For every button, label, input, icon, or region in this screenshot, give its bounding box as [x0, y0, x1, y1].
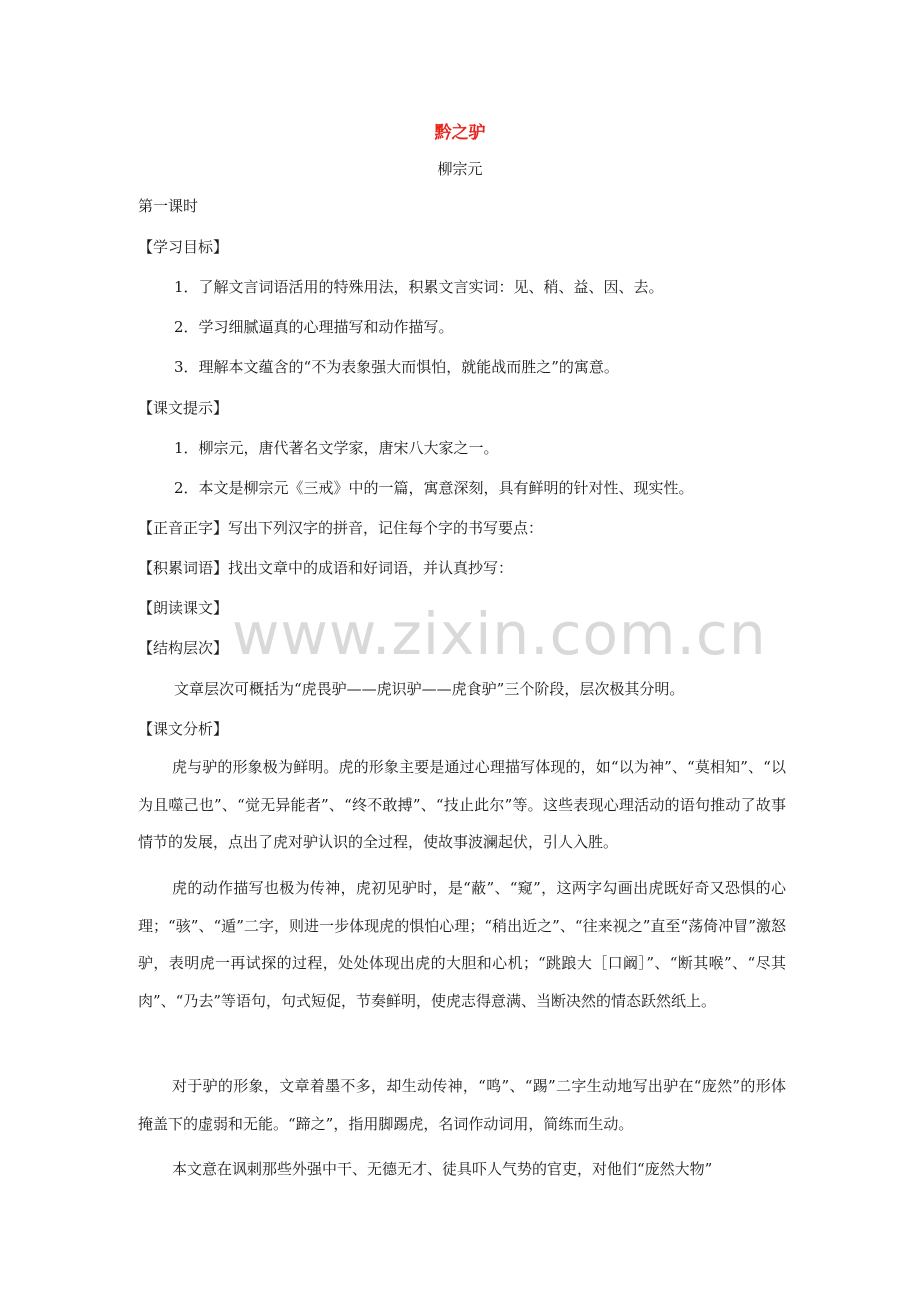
- goal-item: 2．学习细腻逼真的心理描写和动作描写。: [174, 318, 454, 336]
- reading-heading: 【朗读课文】: [138, 599, 229, 617]
- watermark: www.zixin.com.cn: [232, 600, 767, 668]
- analysis-paragraph: 虎与驴的形象极为鲜明。虎的形象主要是通过心理描写体现的，如“以为神”、“莫相知”、“以为且噬己也”、“觉无异能者”、“终不敢搏”、“技止此尔”等。这些表现心理活动的语句推动了故事情节的发展，点出了虎对驴认识的全过程，使故事波澜起伏，引人入胜。: [138, 758, 786, 851]
- goal-item: 3．理解本文蕴含的“不为表象强大而惧怕，就能战而胜之”的寓意。: [174, 358, 619, 376]
- structure-text: 文章层次可概括为“虎畏驴——虎识驴——虎食驴”三个阶段，层次极其分明。: [174, 680, 685, 698]
- lesson-label: 第一课时: [138, 197, 199, 215]
- goals-heading: 【学习目标】: [138, 238, 229, 256]
- hint-item: 2．本文是柳宗元《三戒》中的一篇，寓意深刻，具有鲜明的针对性、现实性。: [174, 479, 694, 497]
- pronunciation-section: 【正音正字】写出下列汉字的拼音，记住每个字的书写要点：: [138, 519, 544, 537]
- vocabulary-section: 【积累词语】找出文章中的成语和好词语，并认真抄写：: [138, 559, 514, 577]
- goal-item: 1．了解文言词语活用的特殊用法，积累文言实词：见、稍、益、因、去。: [174, 278, 664, 296]
- analysis-paragraph: 本文意在讽刺那些外强中干、无德无才、徒具吓人气势的官吏，对他们“庞然大物”: [172, 1160, 713, 1178]
- hints-heading: 【课文提示】: [138, 399, 229, 417]
- structure-heading: 【结构层次】: [138, 639, 229, 657]
- document-title: 黔之驴: [434, 123, 486, 143]
- hint-item: 1．柳宗元，唐代著名文学家，唐宋八大家之一。: [174, 439, 499, 457]
- document-author: 柳宗元: [437, 160, 483, 178]
- analysis-paragraph: 虎的动作描写也极为传神，虎初见驴时，是“蔽”、“窥”，这两字勾画出虎既好奇又恐惧的心理；“骇”、“遁”二字，则进一步体现虎的惧怕心理；“稍出近之”、“往来视之”直至“荡倚冲冒”激怒驴，表明虎一再试探的过程，处处体现出虎的大胆和心机；“跳踉大［口阚］”、“断其喉”、“尽其肉”、“乃去”等语句，句式短促，节奏鲜明，使虎志得意满、当断决然的情态跃然纸上。: [138, 879, 786, 1010]
- analysis-paragraph: 对于驴的形象，文章着墨不多，却生动传神，“鸣”、“踢”二字生动地写出驴在“庞然”的形体掩盖下的虚弱和无能。“蹄之”，指用脚踢虎，名词作动词用，简练而生动。: [138, 1077, 786, 1133]
- analysis-heading: 【课文分析】: [138, 720, 229, 738]
